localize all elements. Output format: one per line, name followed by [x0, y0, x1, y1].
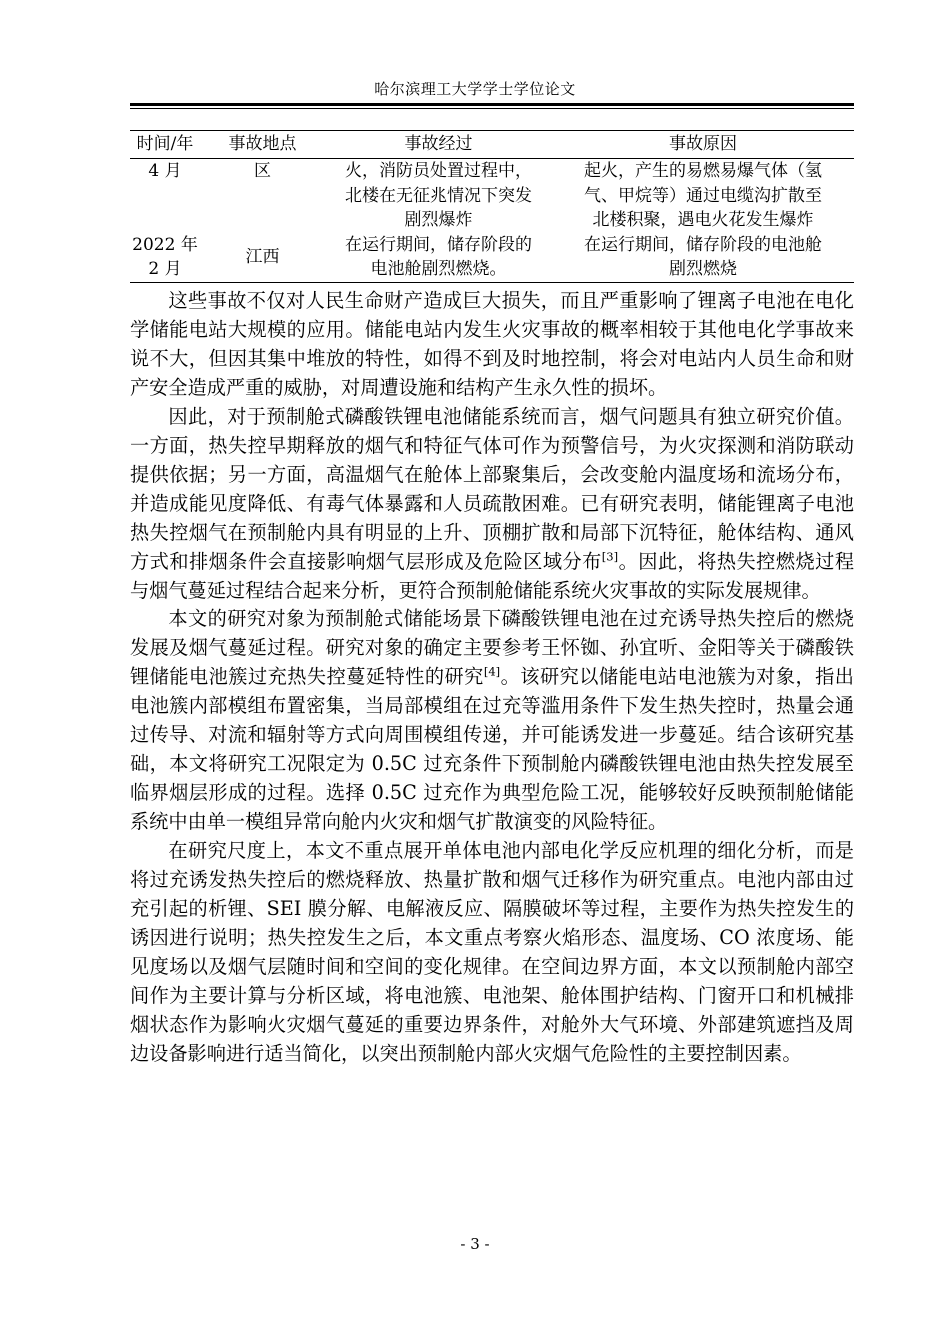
column-header-time: 时间/年 — [130, 131, 200, 159]
cell-cause — [552, 233, 854, 283]
header-rule-thin — [130, 108, 854, 109]
paragraph-text: 。因此，将热失控燃烧过程与烟气蔓延过程结合起来分析，更符合预制舱储能系统火灾事故的实际发展规律。 — [130, 549, 855, 602]
cell-line: 北楼积聚，遇电火花发生爆炸 — [592, 210, 814, 230]
cell-place-text: 区 — [254, 161, 271, 181]
cell-process — [325, 233, 552, 283]
cell-line: 电池舱剧烈燃烧。 — [370, 259, 507, 279]
cell-time — [130, 159, 200, 233]
cell-line: 剧烈爆炸 — [404, 210, 473, 230]
paragraph-text: 因此，对于预制舱式磷酸铁锂电池储能系统而言，烟气问题具有独立研究价值。一方面，热失控早期释放的烟气和特征气体可作为预警信号，为火灾探测和消防联动提供依据；另一方面，高温烟气在舱体上部聚集后，会改变舱内温度场和流场分布，并造成能见度降低、有毒气体暴露和人员疏散困难。已有研究表明，储能锂离子电池热失控烟气在预制舱内具有明显的上升、顶棚扩散和局部下沉特征，舱体结构、通风方式和排烟条件会直接影响烟气层形成及危险区域分布 — [130, 404, 854, 573]
citation-ref[interactable]: [3] — [601, 549, 619, 564]
cell-place — [200, 233, 325, 283]
cell-time-text: 4 月 — [148, 161, 182, 181]
column-header-place: 事故地点 — [200, 131, 325, 159]
paragraph-text: 本文的研究对象为预制舱式储能场景下磷酸铁锂电池在过充诱导热失控后的燃烧发展及烟气蔓延过程。研究对象的确定主要参考王怀铷、孙宜听、金阳等关于磷酸铁锂储能电池簇过充热失控蔓延特性的研究 — [130, 607, 854, 689]
citation-ref[interactable]: [4] — [483, 665, 501, 679]
cell-line: 2 月 — [148, 259, 182, 279]
table-row — [130, 159, 854, 233]
cell-line: 起火，产生的易燃易爆气体（氢 — [584, 161, 822, 181]
table-row — [130, 233, 854, 283]
cell-line: 气、甲烷等）通过电缆沟扩散至 — [584, 185, 822, 206]
running-header: 哈尔滨理工大学学士学位论文 — [374, 80, 576, 98]
column-header-process: 事故经过 — [325, 131, 552, 159]
accident-table — [130, 130, 854, 283]
paragraph: 这些事故不仅对人民生命财产造成巨大损失，而且严重影响了锂离子电池在电化学储能电站大规模的应用。储能电站内发生火灾事故的概率相较于其他电化学事故来说不大，但因其集中堆放的特性，如得不到及时地控制，将会对电站内人员生命和财产安全造成严重的威胁，对周遭设施和结构产生永久性的损坏。 — [130, 289, 854, 399]
column-header-cause: 事故原因 — [552, 131, 854, 159]
cell-process — [325, 159, 552, 233]
cell-line: 北楼在无征兆情况下突发 — [345, 185, 532, 206]
cell-line: 在运行期间，储存阶段的 — [345, 234, 532, 255]
paragraph: 在研究尺度上，本文不重点展开单体电池内部电化学反应机理的细化分析，而是将过充诱发热失控后的燃烧释放、热量扩散和烟气迁移作为研究重点。电池内部由过充引起的析锂、SEI 膜分解、电解液反应、隔膜破坏等过程，主要作为热失控发生的诱因进行说明；热失控发生之后，本文重点考察火焰形态、温度场、CO 浓度场、能见度场以及烟气层随时间和空间的变化规律。在空间边界方面，本文以预制舱内部空间作为主要计算与分析区域，将电池簇、电池架、舱体围护结构、门窗开口和机械排烟状态作为影响火灾烟气蔓延的重要边界条件，对舱外大气环境、外部建筑遮挡及周边设备影响进行适当简化，以突出预制舱内部火灾烟气危险性的主要控制因素。 — [130, 839, 854, 1065]
cell-time — [130, 233, 200, 283]
cell-cause — [552, 159, 854, 233]
header-rule-thick — [130, 103, 854, 106]
body-text — [130, 287, 854, 1069]
cell-place-text: 江西 — [245, 246, 280, 267]
paragraph-text: 。该研究以储能电站电池簇为对象，指出电池簇内部模组布置密集，当局部模组在过充等滥用条件下发生热失控时，热量会通过传导、对流和辐射等方式向周围模组传递，并可能诱发进一步蔓延。结合该研究基础，本文将研究工况限定为 0.5C 过充条件下预制舱内磷酸铁锂电池由热失控发展至临界烟层形成的过程。选择 0.5C 过充作为典型危险工况，能够较好反映预制舱储能系统中由单一模组异常向舱内火灾和烟气扩散演变的风险特征。 — [130, 665, 854, 834]
page-number: - 3 - — [460, 1235, 490, 1253]
table-header-row — [130, 131, 854, 159]
paragraph — [130, 605, 854, 837]
cell-line: 在运行期间，储存阶段的电池舱 — [584, 234, 822, 255]
cell-place — [200, 159, 325, 233]
cell-line: 火，消防员处置过程中， — [345, 161, 532, 181]
paragraph — [130, 403, 854, 606]
cell-line: 2022 年 — [132, 234, 198, 255]
cell-line: 剧烈燃烧 — [669, 259, 737, 279]
